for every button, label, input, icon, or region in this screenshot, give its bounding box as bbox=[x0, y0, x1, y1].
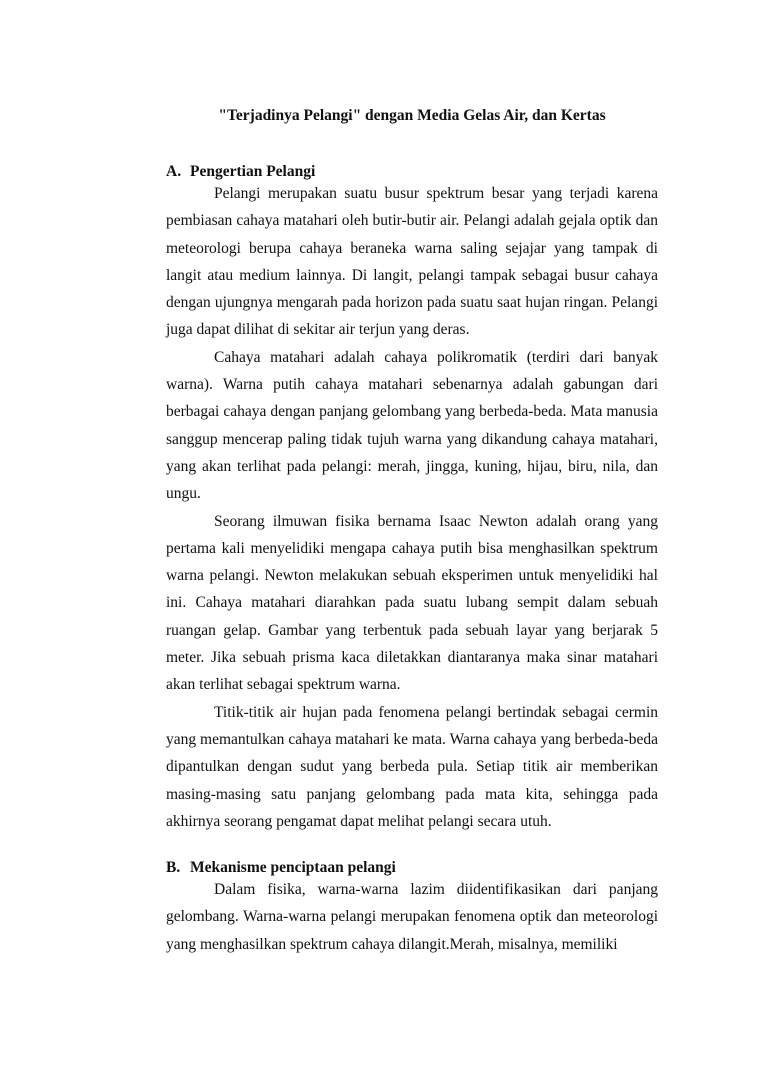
paragraph: Cahaya matahari adalah cahaya polikromatik (terdiri dari banyak warna). Warna putih cahaya matahari sebenarnya adalah gabungan dari berbagai cahaya dengan panjang gelombang yang berbeda-beda. Mata manusia sanggup mencerap paling tidak tujuh warna yang dikandung cahaya matahari, yang akan terlihat pada pelangi: merah, jingga, kuning, hijau, biru, nila, dan ungu. bbox=[166, 348, 658, 503]
section-pengertian-pelangi bbox=[166, 162, 658, 835]
paragraph: Dalam fisika, warna-warna lazim diidentifikasikan dari panjang gelombang. Warna-warna pelangi merupakan fenomena optik dan meteorologi yang menghasilkan spektrum cahaya dilangit.Merah, misalnya, memiliki bbox=[166, 881, 658, 953]
paragraph: Titik-titik air hujan pada fenomena pelangi bertindak sebagai cermin yang memantulkan cahaya matahari ke mata. Warna cahaya yang berbeda-beda dipantulkan dengan sudut yang berbeda pula. Setiap titik air memberikan masing-masing satu panjang gelombang pada mata kita, sehingga pada akhirnya seorang pengamat dapat melihat pelangi secara utuh. bbox=[166, 703, 658, 830]
paragraph: Pelangi merupakan suatu busur spektrum besar yang terjadi karena pembiasan cahaya matahari oleh butir-butir air. Pelangi adalah gejala optik dan meteorologi berupa cahaya beraneka warna saling sejajar yang tampak di langit atau medium lainnya. Di langit, pelangi tampak sebagai busur cahaya dengan ujungnya mengarah pada horizon pada suatu saat hujan ringan. Pelangi juga dapat dilihat di sekitar air terjun yang deras. bbox=[166, 185, 658, 339]
document-title: "Terjadinya Pelangi" dengan Media Gelas Air, dan Kertas bbox=[218, 107, 606, 124]
paragraph: Seorang ilmuwan fisika bernama Isaac Newton adalah orang yang pertama kali menyelidiki mengapa cahaya putih bisa menghasilkan spektrum warna pelangi. Newton melakukan sebuah eksperimen untuk menyelidiki hal ini. Cahaya matahari diarahkan pada suatu lubang sempit dalam sebuah ruangan gelap. Gambar yang terbentuk pada sebuah layar yang berjarak 5 meter. Jika sebuah prisma kaca diletakkan diantaranya maka sinar matahari akan terlihat sebagai spektrum warna. bbox=[166, 512, 658, 694]
section-heading bbox=[166, 162, 658, 182]
section-mekanisme-penciptaan-pelangi bbox=[166, 858, 658, 958]
section-heading bbox=[166, 858, 658, 878]
section-heading-text: Pengertian Pelangi bbox=[190, 163, 316, 180]
section-letter: B. bbox=[166, 859, 181, 876]
section-heading-text: Mekanisme penciptaan pelangi bbox=[190, 859, 396, 876]
section-letter: A. bbox=[166, 163, 182, 180]
